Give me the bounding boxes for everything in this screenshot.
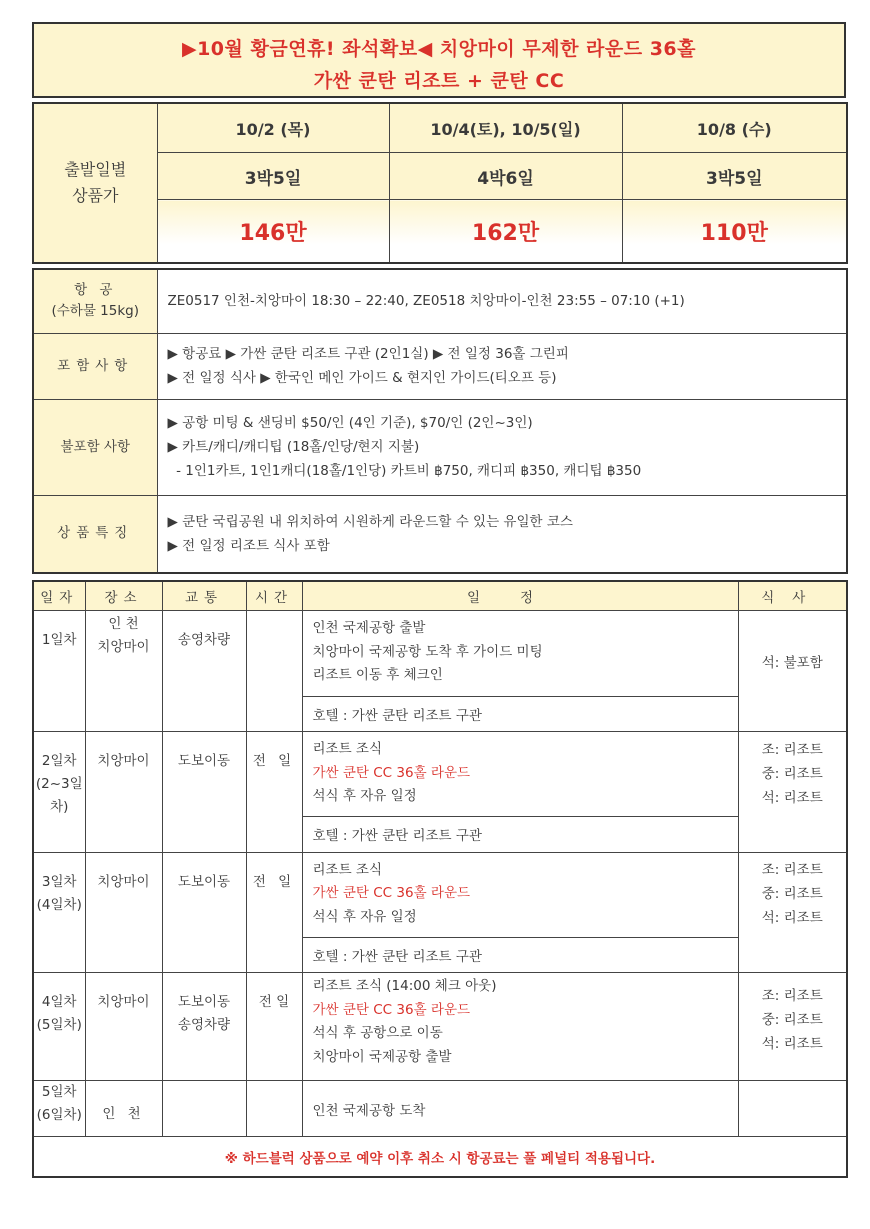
day1-plan-line-1: 인천 국제공항 출발 [312, 620, 426, 637]
schedule-table [32, 580, 848, 1178]
day2-meal-line-2: 중: 리조트 [761, 765, 823, 782]
excluded-label: 불포함 사항 [33, 399, 157, 495]
title-line-1: ▶10월 황금연휴! 좌석확보◀ 치앙마이 무제한 라운드 36홀 [181, 38, 697, 60]
day1-time [246, 611, 302, 732]
header-day: 일자 [33, 581, 85, 611]
table-row [33, 611, 847, 696]
price-label [33, 103, 157, 263]
day4-transport [162, 973, 246, 1080]
table-row [33, 973, 847, 1080]
departure-date-2: 10/4(토), 10/5(일) [389, 103, 622, 153]
day4-meal-line-3: 석: 리조트 [761, 1036, 823, 1053]
day2-meal-line-3: 석: 리조트 [761, 789, 823, 806]
info-table [32, 268, 848, 574]
day2-day-line-1: 2일차 [41, 753, 77, 769]
day2-place: 치앙마이 [85, 732, 162, 853]
day1-plan [302, 611, 738, 696]
excluded-value [157, 399, 847, 495]
table-row [33, 1080, 847, 1137]
day4-transport-line-2: 송영차량 [177, 1017, 231, 1034]
title-line-2: 가싼 쿤탄 리조트 + 쿤탄 CC [313, 70, 565, 92]
day2-meal-line-1: 조: 리조트 [761, 741, 823, 758]
day2-transport: 도보이동 [162, 732, 246, 853]
day2-day-line-3: 차) [50, 799, 69, 815]
day5-plan: 인천 국제공항 도착 [302, 1080, 738, 1137]
day1-plan-line-3: 리조트 이동 후 체크인 [312, 667, 443, 684]
excluded-line-1: ▶ 공항 미팅 & 샌딩비 $50/인 (4인 기준), $70/인 (2인~3인) [167, 415, 533, 431]
cancellation-notice: ※ 하드블럭 상품으로 예약 이후 취소 시 항공료는 풀 페널티 적용됩니다. [33, 1137, 847, 1177]
flight-value: ZE0517 인천-치앙마이 18:30 – 22:40, ZE0518 치앙마이-인천 23:55 – 07:10 (+1) [157, 269, 847, 333]
day3-plan-line-1: 리조트 조식 [312, 861, 382, 878]
day4-meal-line-1: 조: 리조트 [761, 988, 823, 1005]
title-banner [32, 22, 846, 98]
header-plan: 일정 [302, 581, 738, 611]
price-label-line-2: 상품가 [72, 186, 119, 205]
excluded-line-2: ▶ 카트/캐디/캐디팁 (18홀/인당/현지 지불) [167, 439, 420, 455]
duration-3: 3박5일 [622, 153, 847, 200]
flight-label-line-1: 항 공 [74, 282, 117, 299]
day3-place: 치앙마이 [85, 852, 162, 973]
included-label: 포함사항 [33, 333, 157, 399]
day5-day-line-2: (6일차) [36, 1106, 82, 1123]
day3-day [33, 852, 85, 973]
feature-value [157, 495, 847, 573]
header-time: 시간 [246, 581, 302, 611]
day3-plan-line-2: 가싼 쿤탄 CC 36홀 라운드 [312, 885, 471, 902]
day3-hotel: 호텔 : 가싼 쿤탄 리조트 구관 [302, 937, 738, 972]
table-row [33, 732, 847, 817]
day1-place-line-2: 치앙마이 [97, 639, 150, 656]
header-transport: 교통 [162, 581, 246, 611]
feature-line-1: ▶ 쿤탄 국립공원 내 위치하여 시원하게 라운드할 수 있는 유일한 코스 [167, 513, 573, 530]
day2-day-line-2: (2~3일 [35, 776, 83, 792]
day5-place: 인 천 [85, 1080, 162, 1137]
day2-plan-line-1: 리조트 조식 [312, 741, 382, 757]
price-1: 146만 [157, 200, 389, 264]
day1-plan-line-2: 치앙마이 국제공항 도착 후 가이드 미팅 [312, 643, 543, 660]
price-2: 162만 [389, 200, 622, 264]
schedule-header-row [33, 581, 847, 611]
day4-day [33, 973, 85, 1080]
day3-plan-line-3: 석식 후 자유 일정 [312, 908, 417, 925]
day5-time [246, 1080, 302, 1137]
feature-label: 상품특징 [33, 495, 157, 573]
day4-plan [302, 973, 738, 1080]
day1-transport: 송영차량 [162, 611, 246, 732]
day3-meal-line-3: 석: 리조트 [761, 910, 823, 927]
header-place: 장소 [85, 581, 162, 611]
day1-hotel: 호텔 : 가싼 쿤탄 리조트 구관 [302, 696, 738, 731]
table-row [33, 852, 847, 937]
day4-plan-line-1: 리조트 조식 (14:00 체크 아웃) [312, 978, 497, 995]
day4-meal [738, 973, 847, 1080]
table-row [33, 1137, 847, 1177]
price-table [32, 102, 848, 264]
day4-plan-line-2: 가싼 쿤탄 CC 36홀 라운드 [312, 1001, 471, 1018]
day3-day-line-1: 3일차 [41, 873, 77, 890]
day3-day-line-2: (4일차) [36, 896, 82, 913]
departure-date-1: 10/2 (목) [157, 103, 389, 153]
day3-meal-line-2: 중: 리조트 [761, 886, 823, 903]
flight-label [33, 269, 157, 333]
day2-meal [738, 732, 847, 853]
flight-label-line-2: (수하물 15kg) [51, 303, 139, 320]
day1-place [85, 611, 162, 732]
day5-transport [162, 1080, 246, 1137]
departure-date-3: 10/8 (수) [622, 103, 847, 153]
duration-1: 3박5일 [157, 153, 389, 200]
day1-meal: 석: 불포함 [738, 611, 847, 732]
day2-hotel: 호텔 : 가싼 쿤탄 리조트 구관 [302, 817, 738, 852]
day4-transport-line-1: 도보이동 [177, 994, 231, 1011]
day3-meal-line-1: 조: 리조트 [761, 862, 823, 879]
day4-place: 치앙마이 [85, 973, 162, 1080]
price-3: 110만 [622, 200, 847, 264]
day4-meal-line-2: 중: 리조트 [761, 1012, 823, 1029]
day4-time: 전 일 [246, 973, 302, 1080]
duration-2: 4박6일 [389, 153, 622, 200]
day4-day-line-1: 4일차 [41, 994, 77, 1011]
price-label-line-1: 출발일별 [64, 160, 127, 179]
day3-meal [738, 852, 847, 973]
included-line-1: ▶ 항공료 ▶ 가싼 쿤탄 리조트 구관 (2인1실) ▶ 전 일정 36홀 그린피 [167, 346, 569, 362]
included-line-2: ▶ 전 일정 식사 ▶ 한국인 메인 가이드 & 현지인 가이드(티오프 등) [167, 370, 557, 386]
day1-day: 1일차 [33, 611, 85, 732]
day3-plan [302, 852, 738, 937]
day4-plan-line-4: 치앙마이 국제공항 출발 [312, 1048, 452, 1065]
day2-day [33, 732, 85, 853]
day5-day [33, 1080, 85, 1137]
day5-meal [738, 1080, 847, 1137]
day2-time: 전 일 [246, 732, 302, 853]
day5-day-line-1: 5일차 [41, 1083, 77, 1100]
day4-day-line-2: (5일차) [36, 1017, 82, 1034]
day2-plan [302, 732, 738, 817]
day2-plan-line-2: 가싼 쿤탄 CC 36홀 라운드 [312, 764, 471, 781]
day1-place-line-1: 인 천 [108, 616, 139, 633]
day3-time: 전 일 [246, 852, 302, 973]
day4-plan-line-3: 석식 후 공항으로 이동 [312, 1025, 443, 1042]
day2-plan-line-3: 석식 후 자유 일정 [312, 788, 417, 804]
feature-line-2: ▶ 전 일정 리조트 식사 포함 [167, 537, 330, 554]
excluded-line-3: - 1인1카트, 1인1캐디(18홀/1인당) 카트비 ฿750, 캐디피 ฿350, 캐디팁 ฿350 [167, 463, 642, 479]
header-meal: 식사 [738, 581, 847, 611]
included-value [157, 333, 847, 399]
day3-transport: 도보이동 [162, 852, 246, 973]
